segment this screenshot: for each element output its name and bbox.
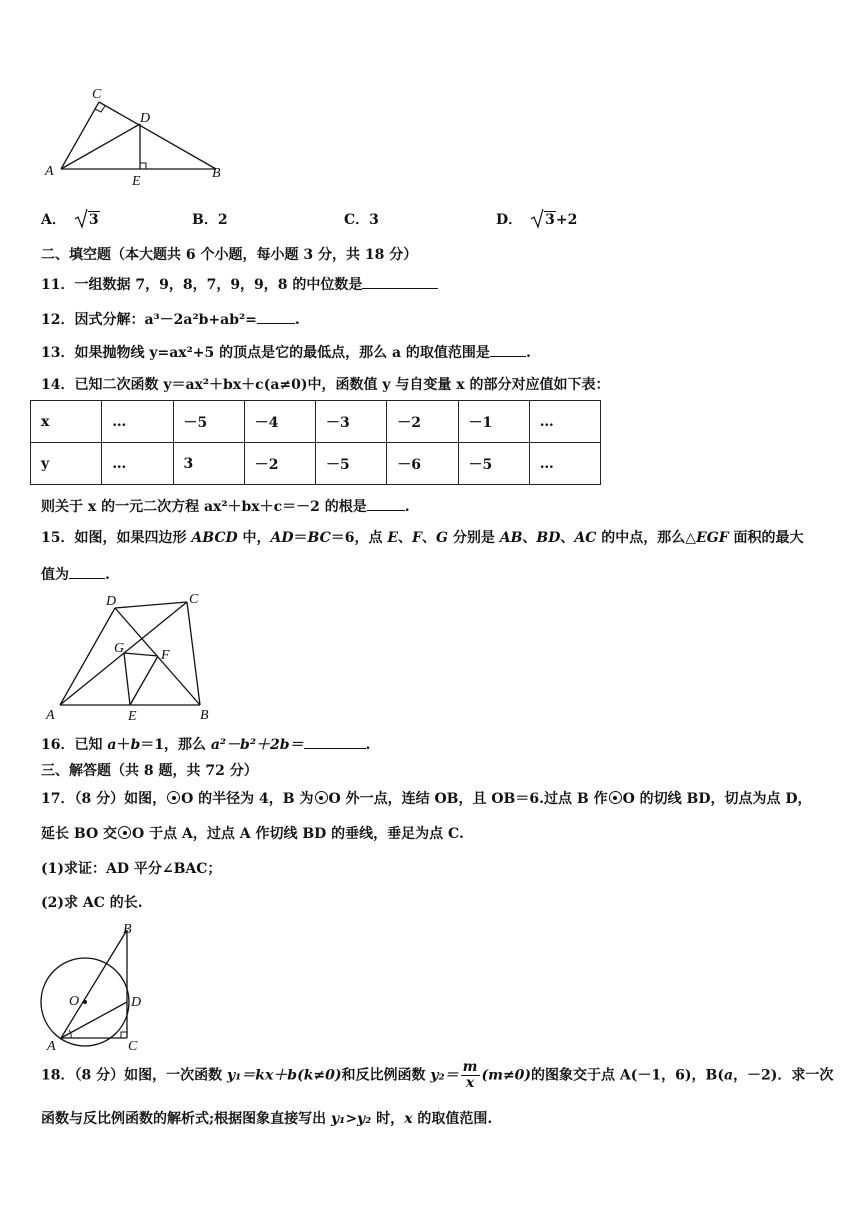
text: 函数与反比例函数的解析式;根据图象直接写出	[41, 1111, 332, 1127]
text: 16．已知	[41, 737, 108, 753]
text: b	[130, 737, 141, 753]
question-12	[41, 309, 300, 329]
label-e: E	[128, 709, 137, 724]
option-c: C．3	[344, 212, 379, 228]
table-cell: －5	[316, 443, 387, 485]
text: 时，	[371, 1111, 405, 1127]
label-c: C	[92, 87, 102, 102]
table-cell: －2	[387, 401, 458, 443]
text: 、	[560, 530, 575, 546]
question-11-text: 11．一组数据 7，9，8，7，9，9，8 的中位数是	[41, 277, 363, 293]
table-cell: x	[31, 401, 102, 443]
text: O 于点 A，过点 A 作切线 BD 的垂线，垂足为点 C.	[132, 826, 464, 842]
question-17-part2: (2)求 AC 的长.	[41, 895, 143, 911]
text: EGF	[696, 530, 729, 546]
question-17-line2	[41, 825, 464, 843]
text: ＝6，点	[330, 530, 388, 546]
question-12-period: .	[294, 312, 300, 328]
fraction	[461, 1060, 480, 1091]
text: a	[107, 737, 117, 753]
section-heading-fill-in: 二、填空题（本大题共 6 个小题，每小题 3 分，共 18 分）	[41, 247, 418, 263]
text: (m≠0)	[481, 1067, 532, 1084]
label-f: F	[161, 648, 170, 663]
text: AD	[270, 530, 294, 546]
text: y₁>y₂	[331, 1111, 372, 1127]
question-13-text: 13．如果抛物线 y=ax²+5 的顶点是它的最低点，那么 a 的取值范围是	[41, 345, 490, 361]
option-a	[41, 211, 100, 229]
triangle-figure-q10	[40, 84, 240, 189]
table-cell: －3	[316, 401, 387, 443]
text: 、	[522, 530, 537, 546]
label-e: E	[132, 174, 141, 189]
question-14-follow-text: 则关于 x 的一元二次方程 ax²＋bx＋c＝－2 的根是	[41, 499, 367, 515]
table-cell: …	[529, 443, 600, 485]
option-d-label: D．	[496, 212, 523, 228]
table-cell: －2	[244, 443, 315, 485]
answer-blank	[69, 564, 105, 579]
label-o: O	[69, 994, 80, 1009]
text: ＝1，那么	[140, 737, 211, 753]
option-a-value: 3	[88, 212, 99, 228]
label-c: C	[128, 1039, 138, 1054]
text: F	[412, 530, 422, 546]
label-b: B	[200, 708, 209, 723]
text: ＝	[293, 530, 308, 546]
sqrt-icon	[74, 211, 100, 229]
circle-dot-icon	[167, 791, 180, 804]
label-d: D	[106, 594, 117, 609]
text: AB	[499, 530, 523, 546]
table-cell: －4	[244, 401, 315, 443]
table-cell: …	[529, 401, 600, 443]
table-cell: 3	[173, 443, 244, 485]
label-b: B	[123, 922, 132, 937]
section-heading-solutions: 三、解答题（共 8 题，共 72 分）	[41, 763, 258, 779]
option-a-label: A．	[41, 212, 66, 228]
label-d: D	[131, 995, 142, 1010]
answer-blank	[367, 496, 405, 511]
text: x	[404, 1111, 413, 1127]
circle-dot-icon	[609, 791, 622, 804]
label-d: D	[140, 111, 151, 126]
question-13	[41, 342, 531, 362]
option-d-tail: +2	[555, 212, 578, 228]
text: AC	[574, 530, 597, 546]
question-15-line1	[41, 529, 804, 547]
text: BD	[536, 530, 561, 546]
text: ，－2)．求一次	[733, 1067, 834, 1084]
label-c: C	[189, 592, 199, 607]
text: 的中点，那么△	[596, 530, 697, 546]
text: a	[723, 1067, 734, 1084]
answer-blank	[257, 309, 295, 324]
text: BC	[307, 530, 331, 546]
label-b: B	[212, 166, 221, 181]
text: 值为	[41, 567, 69, 583]
text: E	[387, 530, 399, 546]
option-b: B．2	[192, 212, 228, 228]
question-16	[41, 734, 370, 754]
answer-blank	[304, 734, 366, 749]
text: .	[105, 567, 110, 583]
table-cell: －6	[387, 443, 458, 485]
table-cell: …	[102, 443, 173, 485]
value-table	[30, 400, 601, 485]
table-cell: …	[102, 401, 173, 443]
text: 17．（8 分）如图，	[41, 791, 167, 807]
text: 、	[398, 530, 413, 546]
text: ＋	[116, 737, 131, 753]
question-18-line1	[41, 1060, 833, 1091]
answer-blank	[490, 342, 526, 357]
text: 的图象交于点 A(－1，6)，B(	[531, 1067, 724, 1084]
text: a²－b²＋2b＝	[210, 737, 304, 753]
question-12-text: 12．因式分解：a³－2a²b+ab²=	[41, 312, 257, 328]
numerator: m	[462, 1059, 478, 1075]
sqrt-icon	[530, 211, 556, 229]
text: y₁＝kx＋b(k≠0)	[226, 1067, 342, 1084]
text: 的取值范围.	[412, 1111, 493, 1127]
question-14: 14．已知二次函数 y＝ax²＋bx＋c(a≠0)中，函数值 y 与自变量 x 的部分对应值如下表：	[41, 377, 610, 393]
option-d	[496, 211, 577, 229]
label-a: A	[45, 164, 54, 179]
question-14-follow	[41, 496, 410, 516]
table-row-x	[31, 401, 601, 443]
text: y₂＝	[430, 1067, 459, 1084]
text: 15．如图，如果四边形	[41, 530, 192, 546]
question-18-line2	[41, 1110, 492, 1128]
denominator: x	[465, 1075, 475, 1091]
text: ABCD	[191, 530, 238, 546]
table-row-y	[31, 443, 601, 485]
label-a: A	[46, 708, 55, 723]
circle-dot-icon	[315, 791, 328, 804]
label-g: G	[114, 641, 125, 656]
option-d-value: 3	[545, 212, 555, 228]
text: O 的切线 BD，切点为点 D，	[622, 791, 812, 807]
answer-blank	[362, 274, 438, 289]
text: O 外一点，连结 OB，且 OB＝6.过点 B 作	[328, 791, 608, 807]
circle-tangent-figure-q17	[35, 920, 155, 1055]
question-17-part1: (1)求证：AD 平分∠BAC；	[41, 861, 222, 877]
question-14-period: .	[404, 499, 410, 515]
text: 分别是	[447, 530, 500, 546]
text: O 的半径为 4，B 为	[181, 791, 314, 807]
text: G	[436, 530, 448, 546]
question-17-line1	[41, 790, 812, 808]
table-cell: －5	[458, 443, 529, 485]
table-cell: －1	[458, 401, 529, 443]
circle-dot-icon	[118, 826, 131, 839]
text: 面积的最大	[728, 530, 804, 546]
table-cell: y	[31, 443, 102, 485]
quadrilateral-figure-q15	[40, 588, 225, 726]
label-a: A	[47, 1039, 56, 1054]
text: 和反比例函数	[341, 1067, 431, 1084]
text: 中，	[237, 530, 271, 546]
text: .	[365, 737, 371, 753]
text: 18．（8 分）如图，一次函数	[41, 1067, 227, 1084]
question-15-line2	[41, 564, 110, 584]
table-cell: －5	[173, 401, 244, 443]
text: 、	[422, 530, 436, 546]
question-11	[41, 274, 438, 294]
question-13-period: .	[525, 345, 531, 361]
text: 延长 BO 交	[41, 826, 118, 842]
